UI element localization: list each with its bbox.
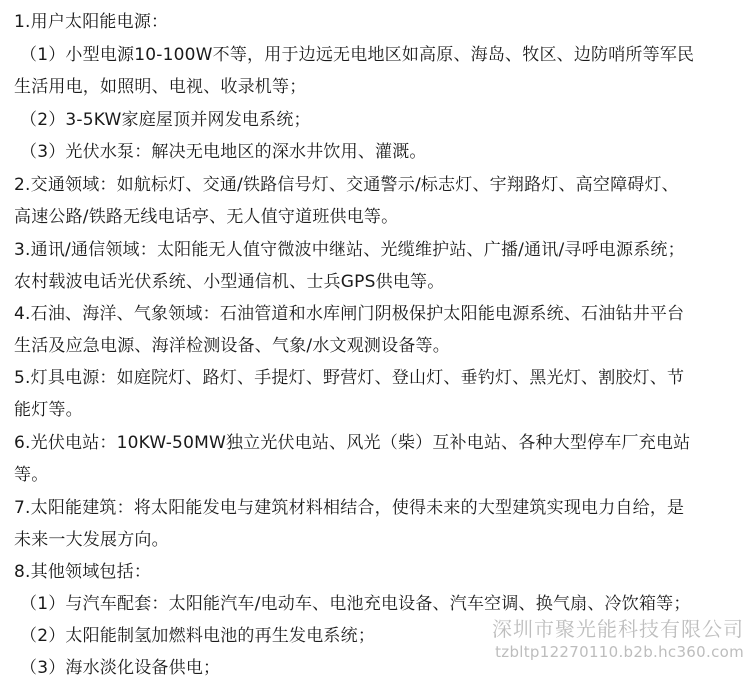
paragraph-line: （3）海水淡化设备供电； xyxy=(20,658,221,678)
section-heading-8: 8.其他领域包括： xyxy=(14,562,152,582)
paragraph-line: （1）小型电源10-100W不等，用于边远无电地区如高原、海岛、牧区、边防哨所等军民 xyxy=(20,45,695,65)
section-heading-5: 5.灯具电源：如庭院灯、路灯、手提灯、野营灯、登山灯、垂钓灯、黑光灯、割胶灯、节 xyxy=(14,368,685,388)
paragraph-line: （2）太阳能制氢加燃料电池的再生发电系统； xyxy=(20,626,376,646)
section-heading-3: 3.通讯/通信领域：太阳能无人值守微波中继站、光缆维护站、广播/通讯/寻呼电源系统； xyxy=(14,240,685,260)
watermark-company: 深圳市聚光能科技有限公司 xyxy=(492,617,744,641)
paragraph-line: 等。 xyxy=(14,465,49,485)
paragraph-line: 农村载波电话光伏系统、小型通信机、士兵GPS供电等。 xyxy=(14,272,445,292)
paragraph-line: 生活用电，如照明、电视、收录机等； xyxy=(14,77,307,97)
section-heading-4: 4.石油、海洋、气象领域：石油管道和水库闸门阴极保护太阳能电源系统、石油钻井平台 xyxy=(14,304,685,324)
section-heading-1: 1.用户太阳能电源： xyxy=(14,12,169,32)
section-heading-6: 6.光伏电站：10KW-50MW独立光伏电站、风光（柴）互补电站、各种大型停车厂充电站 xyxy=(14,433,691,453)
section-heading-7: 7.太阳能建筑：将太阳能发电与建筑材料相结合，使得未来的大型建筑实现电力自给，是 xyxy=(14,498,685,518)
section-heading-2: 2.交通领域：如航标灯、交通/铁路信号灯、交通警示/标志灯、宇翔路灯、高空障碍灯、 xyxy=(14,175,679,195)
paragraph-line: （3）光伏水泵：解决无电地区的深水井饮用、灌溉。 xyxy=(20,142,427,162)
paragraph-line: （1）与汽车配套：太阳能汽车/电动车、电池充电设备、汽车空调、换气扇、冷饮箱等； xyxy=(20,594,691,614)
paragraph-line: （2）3-5KW家庭屋顶并网发电系统； xyxy=(20,110,311,130)
paragraph-line: 生活及应急电源、海洋检测设备、气象/水文观测设备等。 xyxy=(14,336,450,356)
paragraph-line: 能灯等。 xyxy=(14,400,83,420)
watermark-site: tzbltp12270110.b2b.hc360.com xyxy=(495,643,744,661)
paragraph-line: 高速公路/铁路无线电话亭、无人值守道班供电等。 xyxy=(14,207,399,227)
paragraph-line: 未来一大发展方向。 xyxy=(14,530,169,550)
